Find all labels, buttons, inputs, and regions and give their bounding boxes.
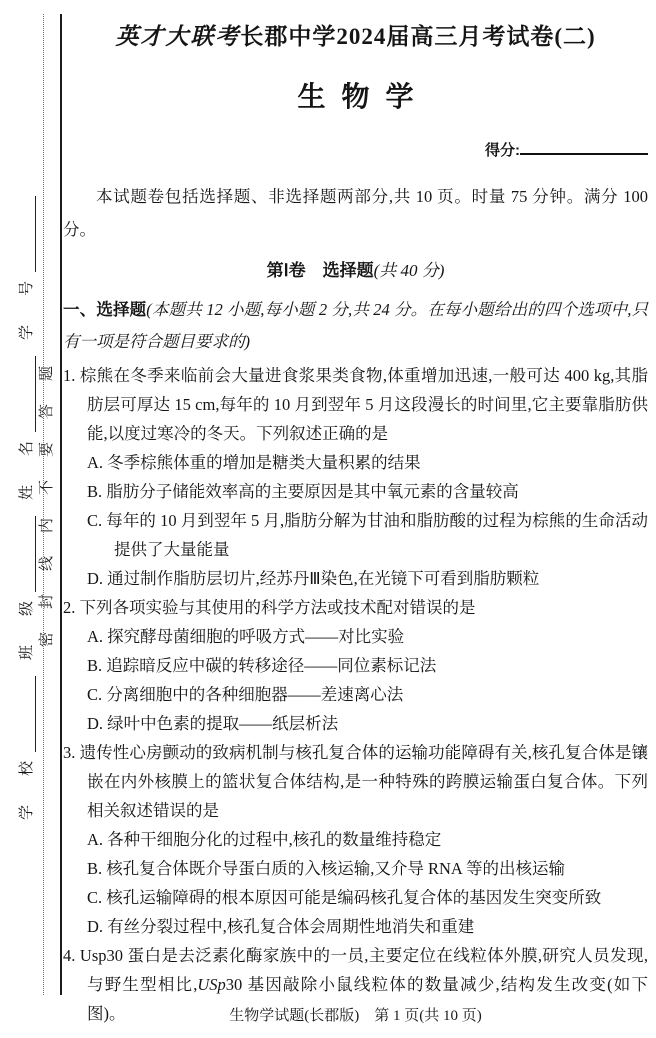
field-label: 学 校 xyxy=(19,753,35,820)
part-note: (本题共 12 小题,每小题 2 分,共 24 分。在每小题给出的四个选项中,只有一项是符合题目要求的) xyxy=(63,300,649,351)
page-footer: 生物学试题(长郡版) 第 1 页(共 10 页) xyxy=(229,1008,482,1024)
question-2 xyxy=(63,593,648,738)
question-option: A. 各种干细胞分化的过程中,核孔的数量维持稳定 xyxy=(87,830,442,849)
question-stem: 3. 遗传性心房颤动的致病机制与核孔复合体的运输功能障碍有关,核孔复合体是镶嵌在内外核膜上的篮状复合体结构,是一种特殊的跨膜运输蛋白复合体。下列相关叙述错误的是 xyxy=(63,743,649,820)
exam-title-rest: 长郡中学2024届高三月考试卷(二) xyxy=(240,24,596,49)
question-stem: 4. Usp30 蛋白是去泛素化酶家族中的一员,主要定位在线粒体外膜,研究人员发现,与野生型相比,USp30 基因敲除小鼠线粒体的数量减少,结构发生改变(如下图)。 xyxy=(63,946,649,1023)
question-stem: 2. 下列各项实验与其使用的科学方法或技术配对错误的是 xyxy=(63,598,476,617)
question-option: C. 核孔运输障碍的根本原因可能是编码核孔复合体的基因发生突变所致 xyxy=(87,888,602,907)
question-option: D. 绿叶中色素的提取——纸层析法 xyxy=(87,714,339,733)
score-row xyxy=(63,139,648,160)
exam-page xyxy=(63,18,648,1028)
field-blank-line xyxy=(20,676,36,752)
gene-name-italic: USp xyxy=(197,975,226,994)
score-blank-line xyxy=(520,140,648,155)
question-option: C. 分离细胞中的各种细胞器——差速离心法 xyxy=(87,685,404,704)
field-blank-line xyxy=(20,196,36,272)
question-option: B. 追踪暗反应中碳的转移途径——同位素标记法 xyxy=(87,656,437,675)
score-label: 得分: xyxy=(485,142,520,159)
content-border-line xyxy=(60,14,62,995)
part-heading xyxy=(63,294,648,358)
exam-title xyxy=(63,18,648,51)
question-option: A. 冬季棕熊体重的增加是糖类大量积累的结果 xyxy=(87,453,421,472)
field-blank-line xyxy=(20,516,36,592)
question-stem: 1. 棕熊在冬季来临前会大量进食浆果类食物,体重增加迅速,一般可达 400 kg,其脂肪层可厚达 15 cm,每年的 10 月到翌年 5 月这段漫长的时间里,它主要靠脂肪供能,以度过寒冷的冬天。下列叙述正确的是 xyxy=(63,366,649,443)
question-1 xyxy=(63,361,648,593)
field-label: 班 级 xyxy=(19,593,35,660)
question-number: 2. xyxy=(63,598,80,617)
field-label: 姓 名 xyxy=(19,433,35,500)
student-info-fields xyxy=(18,160,36,820)
question-number: 3. xyxy=(63,743,80,762)
question-option: B. 核孔复合体既介导蛋白质的入核运输,又介导 RNA 等的出核运输 xyxy=(87,859,566,878)
question-option: B. 脂肪分子储能效率高的主要原因是其中氧元素的含量较高 xyxy=(87,482,519,501)
volume-points: (共 40 分) xyxy=(373,261,445,280)
question-option: A. 探究酵母菌细胞的呼吸方式——对比实验 xyxy=(87,627,405,646)
question-option: D. 有丝分裂过程中,核孔复合体会周期性地消失和重建 xyxy=(87,917,475,936)
question-3 xyxy=(63,738,648,941)
subject-title: 生物学 xyxy=(297,81,430,112)
field-label: 学 号 xyxy=(19,273,35,340)
exam-instructions: 本试题卷包括选择题、非选择题两部分,共 10 页。时量 75 分钟。满分 100 分。 xyxy=(63,187,648,239)
questions xyxy=(63,361,648,1028)
part-label: 一、选择题 xyxy=(63,301,147,319)
volume-label: 第Ⅰ卷 xyxy=(266,261,306,280)
question-number: 4. xyxy=(63,946,80,965)
question-number: 1. xyxy=(63,366,80,385)
question-option: C. 每年的 10 月到翌年 5 月,脂肪分解为甘油和脂肪酸的过程为棕熊的生命活动提供了大量能量 xyxy=(87,511,648,559)
field-blank-line xyxy=(20,356,36,432)
question-option: D. 通过制作脂肪层切片,经苏丹Ⅲ染色,在光镜下可看到脂肪颗粒 xyxy=(87,569,540,588)
volume-name: 选择题 xyxy=(322,261,374,280)
exam-title-brand: 英才大联考 xyxy=(115,24,241,49)
volume-heading xyxy=(63,255,648,287)
seal-line-text: 密封线内不要答题 xyxy=(39,343,55,648)
